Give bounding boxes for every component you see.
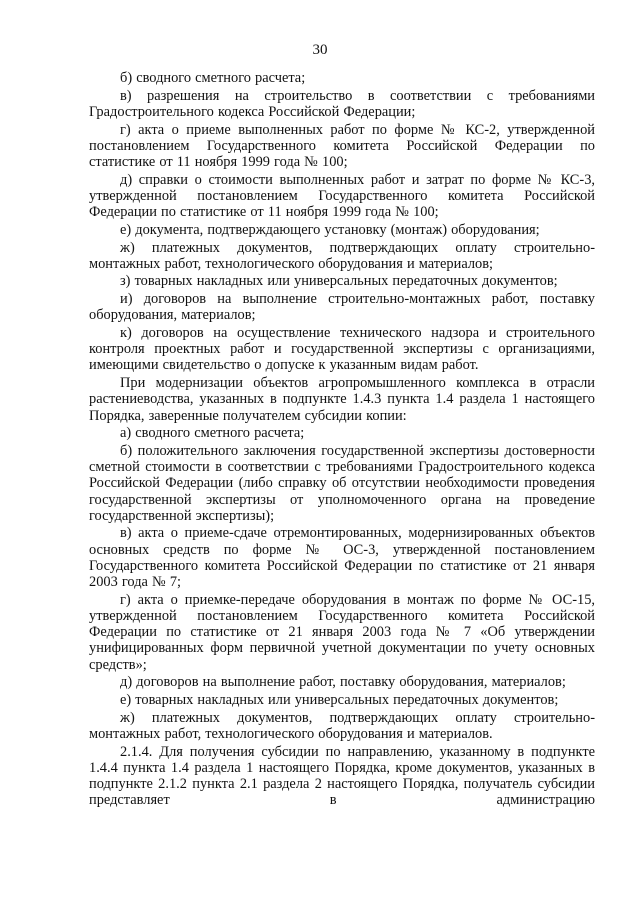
- paragraph-item-b-expertise: б) положительного заключения государственной экспертизы достоверности сметной стоимости в соответствии с требованиями Градостроительного кодекса Российской Федерации (либо справку об отсутствии необходимости проведения государственной экспертизы от уполномоченного органа на проведение государственной экспертизы);: [89, 442, 595, 524]
- page-number: 30: [312, 42, 328, 58]
- paragraph-item-zh-payments-2: ж) платежных документов, подтверждающих оплату строительно-монтажных работ, технологического оборудования и материалов.: [89, 709, 595, 742]
- paragraph-item-d-ks3: д) справки о стоимости выполненных работ и затрат по форме № КС-3, утвержденной постановлением Государственного комитета Российской Федерации по статистике от 11 ноября 1999 года № 100;: [89, 171, 595, 221]
- paragraph-section-2-1-4: 2.1.4. Для получения субсидии по направлению, указанному в подпункте 1.4.4 пункта 1.4 раздела 1 настоящего Порядка, кроме документов, указанных в подпункте 2.1.2 пункта 2.1 раздела 2 настоящего Порядка, получатель субсидии представляет в администрацию: [89, 743, 595, 809]
- paragraph-item-b-estimate: б) сводного сметного расчета;: [120, 70, 306, 86]
- paragraph-item-e-installation: е) документа, подтверждающего установку (монтаж) оборудования;: [120, 221, 540, 238]
- paragraph-item-g-ks2: г) акта о приеме выполненных работ по форме № КС-2, утвержденной постановлением Государственного комитета Российской Федерации по статистике от 11 ноября 1999 года № 100;: [89, 121, 595, 171]
- paragraph-item-i-contracts: и) договоров на выполнение строительно-монтажных работ, поставку оборудования, материалов;: [89, 291, 595, 324]
- document-body: [89, 70, 595, 810]
- paragraph-item-v-permit: в) разрешения на строительство в соответствии с требованиями Градостроительного кодекса Российской Федерации;: [89, 87, 595, 120]
- paragraph-item-a-estimate: а) сводного сметного расчета;: [120, 425, 305, 442]
- paragraph-item-e-invoices: е) товарных накладных или универсальных передаточных документов;: [120, 692, 559, 709]
- paragraph-item-g-os15: г) акта о приемке-передаче оборудования в монтаж по форме № ОС-15, утвержденной постановлением Государственного комитета Российской Федерации по статистике от 21 января 2003 года № 7 «Об утверждении унифицированных форм первичной учетной документации по учету основных средств»;: [89, 591, 595, 673]
- paragraph-item-k-supervision: к) договоров на осуществление технического надзора и строительного контроля проектных работ и государственной экспертизы с организациями, имеющими свидетельство о допуске к указанным видам работ.: [89, 325, 595, 374]
- paragraph-item-d-contracts: д) договоров на выполнение работ, поставку оборудования, материалов;: [120, 674, 566, 691]
- paragraph-item-zh-payments: ж) платежных документов, подтверждающих оплату строительно-монтажных работ, технологического оборудования и материалов;: [89, 239, 595, 272]
- paragraph-item-z-invoices: з) товарных накладных или универсальных передаточных документов;: [120, 273, 558, 290]
- paragraph-modernization-intro: При модернизации объектов агропромышленного комплекса в отрасли растениеводства, указанных в подпункте 1.4.3 пункта 1.4 раздела 1 настоящего Порядка, заверенные получателем субсидии копии:: [89, 375, 595, 424]
- paragraph-item-v-os3: в) акта о приеме-сдаче отремонтированных, модернизированных объектов основных средств по форме № ОС-3, утвержденной постановлением Государственного комитета Российской Федерации по статистике от 21 января 2003 года № 7;: [89, 525, 595, 591]
